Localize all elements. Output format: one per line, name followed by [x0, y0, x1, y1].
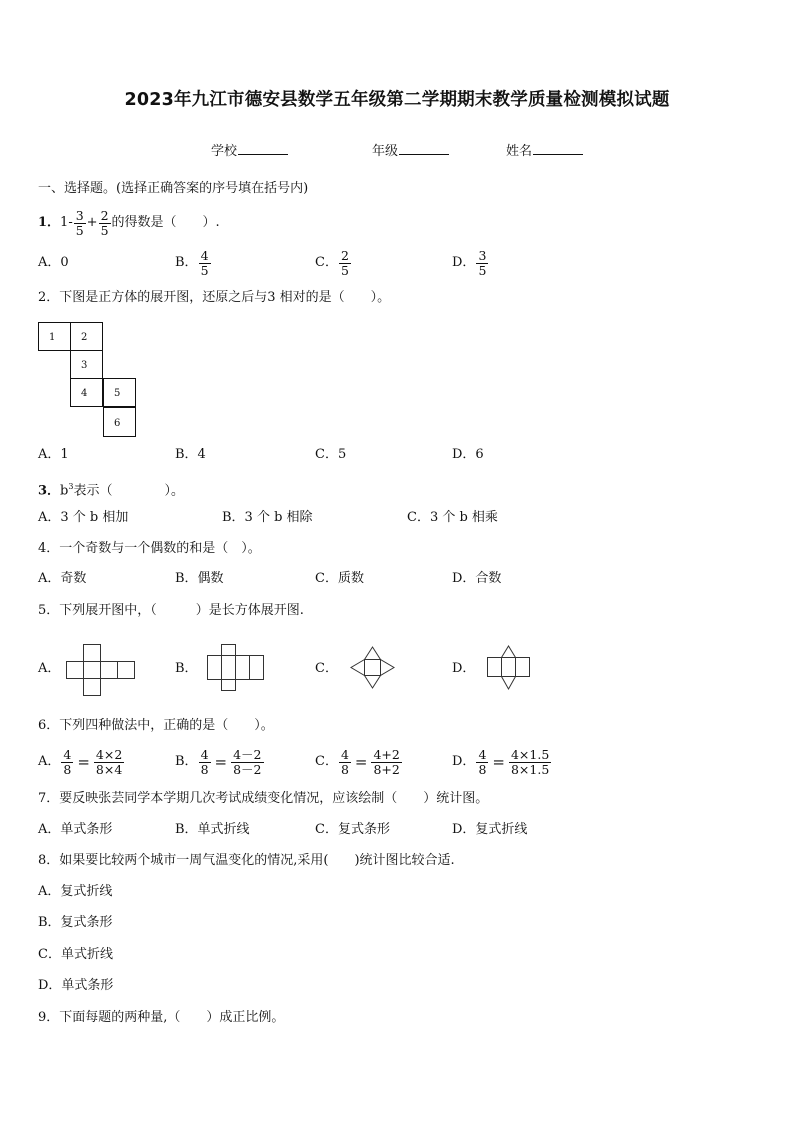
- q7-option-c: C．复式条形: [315, 822, 390, 837]
- question-5: 5．下列展开图中，（ ）是长方体展开图.: [38, 603, 304, 618]
- q6-option-b: B． $\frac{4}{8}$ = $\frac{4-2}{8-2}$: [175, 746, 262, 777]
- q4-option-a: A．奇数: [38, 571, 87, 586]
- q5-option-d-label: D．: [452, 661, 476, 676]
- q1-option-c: C． $\frac{2}{5}$: [315, 247, 349, 278]
- school-blank: [238, 142, 288, 155]
- q1-tail: 的得数是（ ）.: [111, 215, 220, 230]
- q6-option-d: D． $\frac{4}{8}$ = $\frac{4\times 1.5}{8\times 1.5}$: [452, 746, 550, 777]
- q5-option-b-label: B．: [175, 661, 198, 676]
- name-label: 姓名: [506, 144, 533, 159]
- grade-blank: [399, 142, 449, 155]
- q1-number: 1．: [38, 215, 61, 230]
- q4-option-b: B．偶数: [175, 571, 224, 586]
- q7-option-a: A．单式条形: [38, 822, 113, 837]
- q8-option-a: A．复式折线: [38, 884, 113, 899]
- q1-fraction-1: $\frac{3}{5}$: [75, 207, 84, 238]
- net-figure-b: [207, 644, 267, 692]
- net-figure-a: [66, 644, 138, 696]
- q4-option-d: D．合数: [452, 571, 502, 586]
- q4-option-c: C．质数: [315, 571, 364, 586]
- net-label-4: 4: [81, 388, 88, 399]
- q1-fraction-2: $\frac{2}{5}$: [100, 207, 109, 238]
- q8-option-b: B．复式条形: [38, 915, 113, 930]
- q3-option-b: B．3 个 b 相除: [222, 510, 313, 525]
- q6-option-a: A． $\frac{4}{8}$ = $\frac{4\times 2}{8\times 4}$: [38, 746, 123, 777]
- school-field: [211, 140, 288, 159]
- q5-option-c-label: C．: [315, 661, 338, 676]
- q2-option-c: C．5: [315, 447, 347, 462]
- q3-option-c: C．3 个 b 相乘: [407, 510, 498, 525]
- grade-label: 年级: [372, 144, 399, 159]
- q8-option-d: D．单式条形: [38, 978, 114, 993]
- page-title: 2023年九江市德安县数学五年级第二学期期末教学质量检测模拟试题: [124, 90, 670, 110]
- q7-option-d: D．复式折线: [452, 822, 528, 837]
- q3-option-a: A．3 个 b 相加: [38, 510, 129, 525]
- q1-option-a: A．0: [38, 255, 69, 270]
- q5-option-a-label: A．: [38, 661, 61, 676]
- q1-lead: 1-: [60, 215, 73, 230]
- question-7: 7．要反映张芸同学本学期几次考试成绩变化情况，应该绘制（ ）统计图。: [38, 791, 489, 806]
- question-9: 9．下面每题的两种量,（ ）成正比例。: [38, 1010, 285, 1025]
- grade-field: [372, 140, 449, 159]
- q2-option-a: A．1: [38, 447, 69, 462]
- school-label: 学校: [211, 144, 238, 159]
- q3-base: b: [60, 483, 69, 499]
- q6-option-c: C． $\frac{4}{8}$ = $\frac{4+2}{8+2}$: [315, 746, 400, 777]
- net-label-3: 3: [81, 360, 88, 371]
- name-field: [506, 140, 583, 159]
- q1-plus: +: [86, 215, 98, 230]
- q2-option-d: D．6: [452, 447, 484, 462]
- net-figure-d: [487, 645, 531, 691]
- net-figure-c: [350, 646, 396, 690]
- q2-option-b: B．4: [175, 447, 206, 462]
- net-label-6: 6: [114, 418, 121, 429]
- question-2: 2．下图是正方体的展开图，还原之后与3 相对的是（ ）。: [38, 290, 391, 305]
- question-3: 3．$b^3$表示（ ）。: [38, 482, 184, 499]
- q3-exponent: 3: [68, 482, 74, 491]
- name-blank: [533, 142, 583, 155]
- net-label-5: 5: [114, 388, 121, 399]
- q7-option-b: B．单式折线: [175, 822, 250, 837]
- net-label-1: 1: [49, 332, 56, 343]
- net-label-2: 2: [81, 332, 88, 343]
- question-4: 4．一个奇数与一个偶数的和是（ ）。: [38, 541, 261, 556]
- question-1: [38, 203, 220, 243]
- section-heading: 一、选择题。(选择正确答案的序号填在括号内): [38, 181, 309, 196]
- q1-option-d: D． $\frac{3}{5}$: [452, 247, 487, 278]
- q8-option-c: C．单式折线: [38, 947, 113, 962]
- question-6: 6．下列四种做法中，正确的是（ ）。: [38, 718, 274, 733]
- question-8: 8．如果要比较两个城市一周气温变化的情况,采用( )统计图比较合适.: [38, 853, 455, 868]
- q1-option-b: B． $\frac{4}{5}$: [175, 247, 209, 278]
- cube-net-diagram: [38, 322, 138, 438]
